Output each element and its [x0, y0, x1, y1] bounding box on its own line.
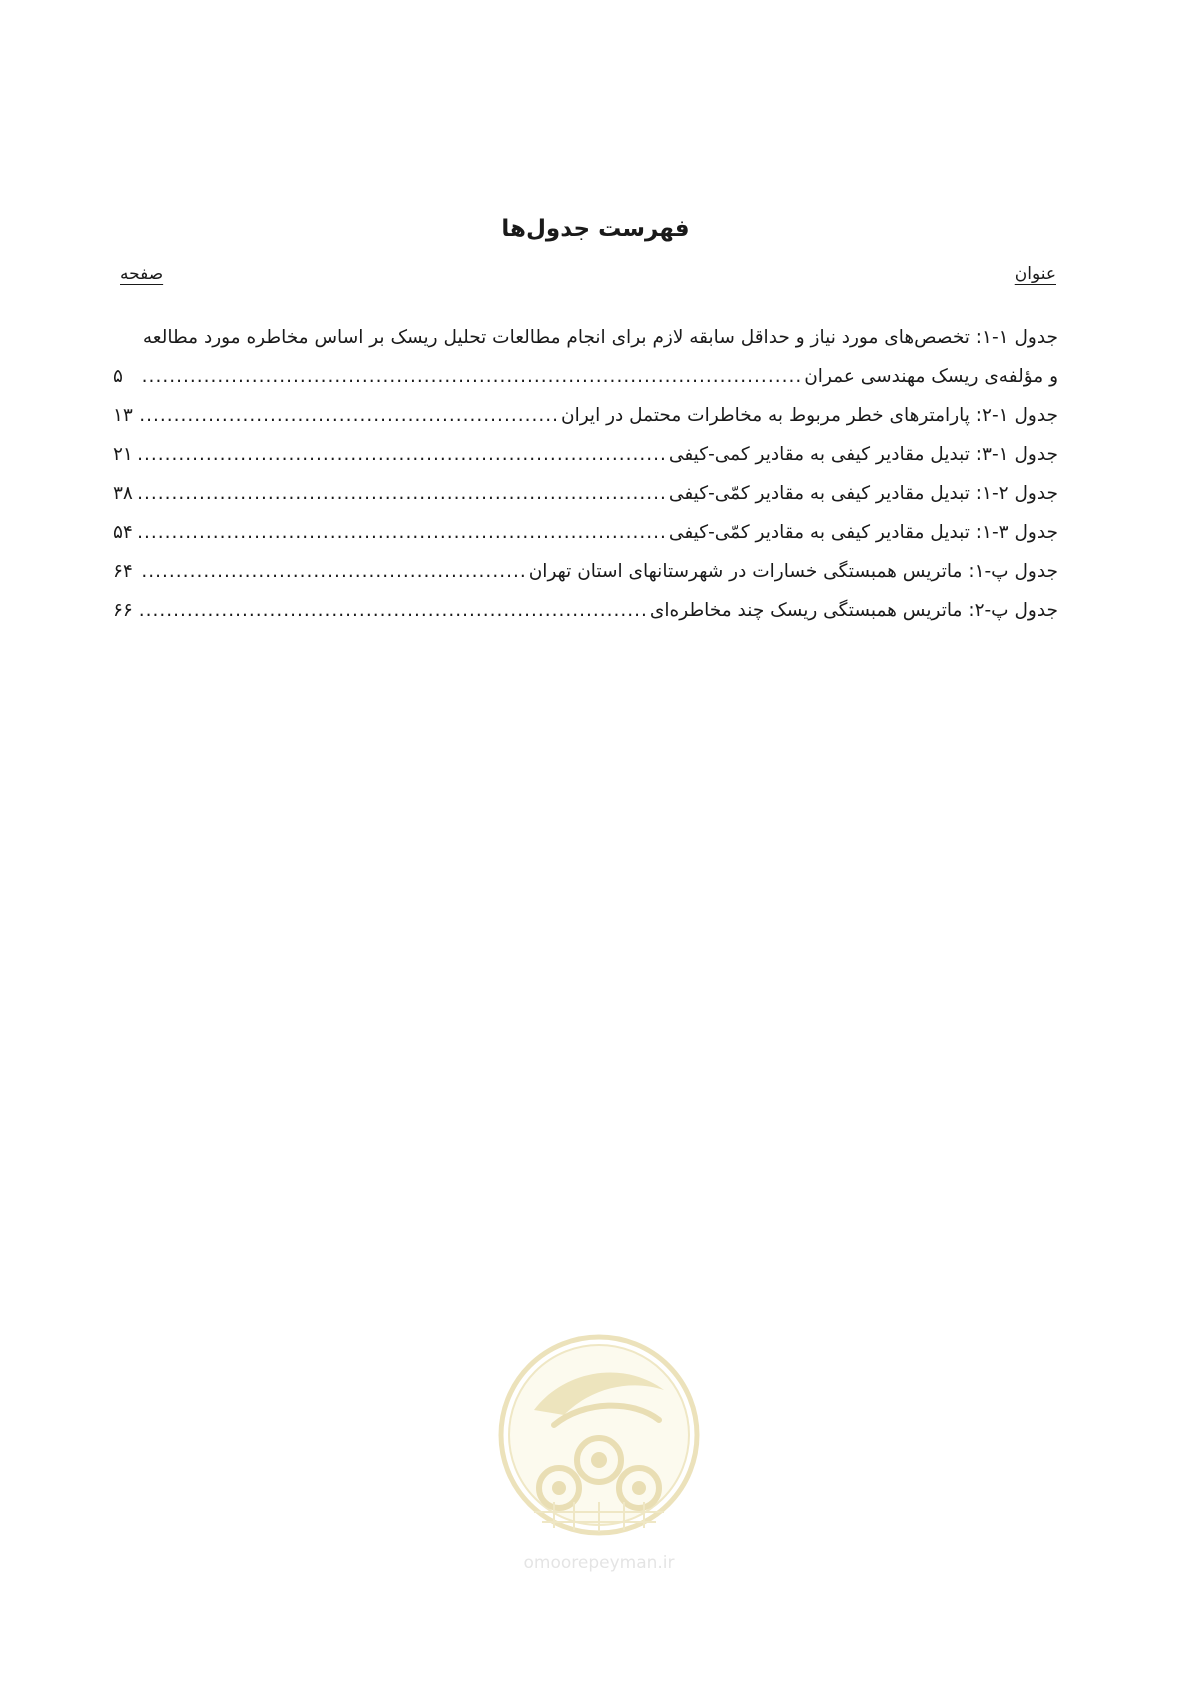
toc-entry-title: جدول ۲-۱: تبدیل مقادیر کیفی به مقادیر کمّی-کیفی: [668, 483, 1058, 504]
dot-leader: [139, 435, 667, 474]
toc-entry[interactable]: [113, 474, 1058, 513]
title-column-header: عنوان: [1014, 264, 1056, 284]
toc-entry[interactable]: [113, 435, 1058, 474]
toc-entry-page: ۱۳: [113, 405, 133, 426]
toc-entry-title: و مؤلفه‌ی ریسک مهندسی عمران: [804, 366, 1058, 387]
watermark-logo: [494, 1330, 704, 1580]
dot-leader: [139, 396, 559, 435]
toc-entry-title: جدول ۱-۳: تبدیل مقادیر کیفی به مقادیر کمی-کیفی: [668, 444, 1058, 465]
page-column-header: صفحه: [120, 264, 164, 284]
toc-entry-page: ۵: [113, 366, 123, 387]
table-of-tables: [113, 318, 1058, 630]
toc-entry[interactable]: [113, 591, 1058, 630]
toc-entry-title: جدول ۱-۲: پارامترهای خطر مربوط به مخاطرات محتمل در ایران: [560, 405, 1058, 426]
toc-entry[interactable]: [113, 396, 1058, 435]
toc-entry-page: ۲۱: [113, 444, 133, 465]
dot-leader: [139, 513, 667, 552]
toc-entry-title: جدول پ-۲: ماتریس همبستگی ریسک چند مخاطره‌ای: [649, 600, 1058, 621]
toc-entry[interactable]: [113, 318, 1058, 396]
toc-entry-title: جدول ۳-۱: تبدیل مقادیر کیفی به مقادیر کمّی-کیفی: [668, 522, 1058, 543]
dot-leader: [139, 357, 802, 396]
toc-entry-title: جدول پ-۱: ماتریس همبستگی خسارات در شهرستانهای استان تهران: [528, 561, 1058, 582]
toc-entry-page: ۵۴: [113, 522, 133, 543]
dot-leader: [139, 474, 667, 513]
dot-leader: [139, 591, 648, 630]
toc-entry-page: ۶۴: [113, 561, 133, 582]
toc-entry-page: ۶۶: [113, 600, 133, 621]
toc-entry-page: ۳۸: [113, 483, 133, 504]
toc-entry[interactable]: [113, 513, 1058, 552]
toc-entry[interactable]: [113, 552, 1058, 591]
toc-entry-first-line: جدول ۱-۱: تخصص‌های مورد نیاز و حداقل سابقه لازم برای انجام مطالعات تحلیل ریسک بر اساس مخاطره مورد مطالعه: [142, 327, 1058, 348]
page-title: فهرست جدول‌ها: [501, 216, 690, 242]
dot-leader: [139, 552, 527, 591]
watermark-url: omoorepeyman.ir: [523, 1553, 675, 1573]
